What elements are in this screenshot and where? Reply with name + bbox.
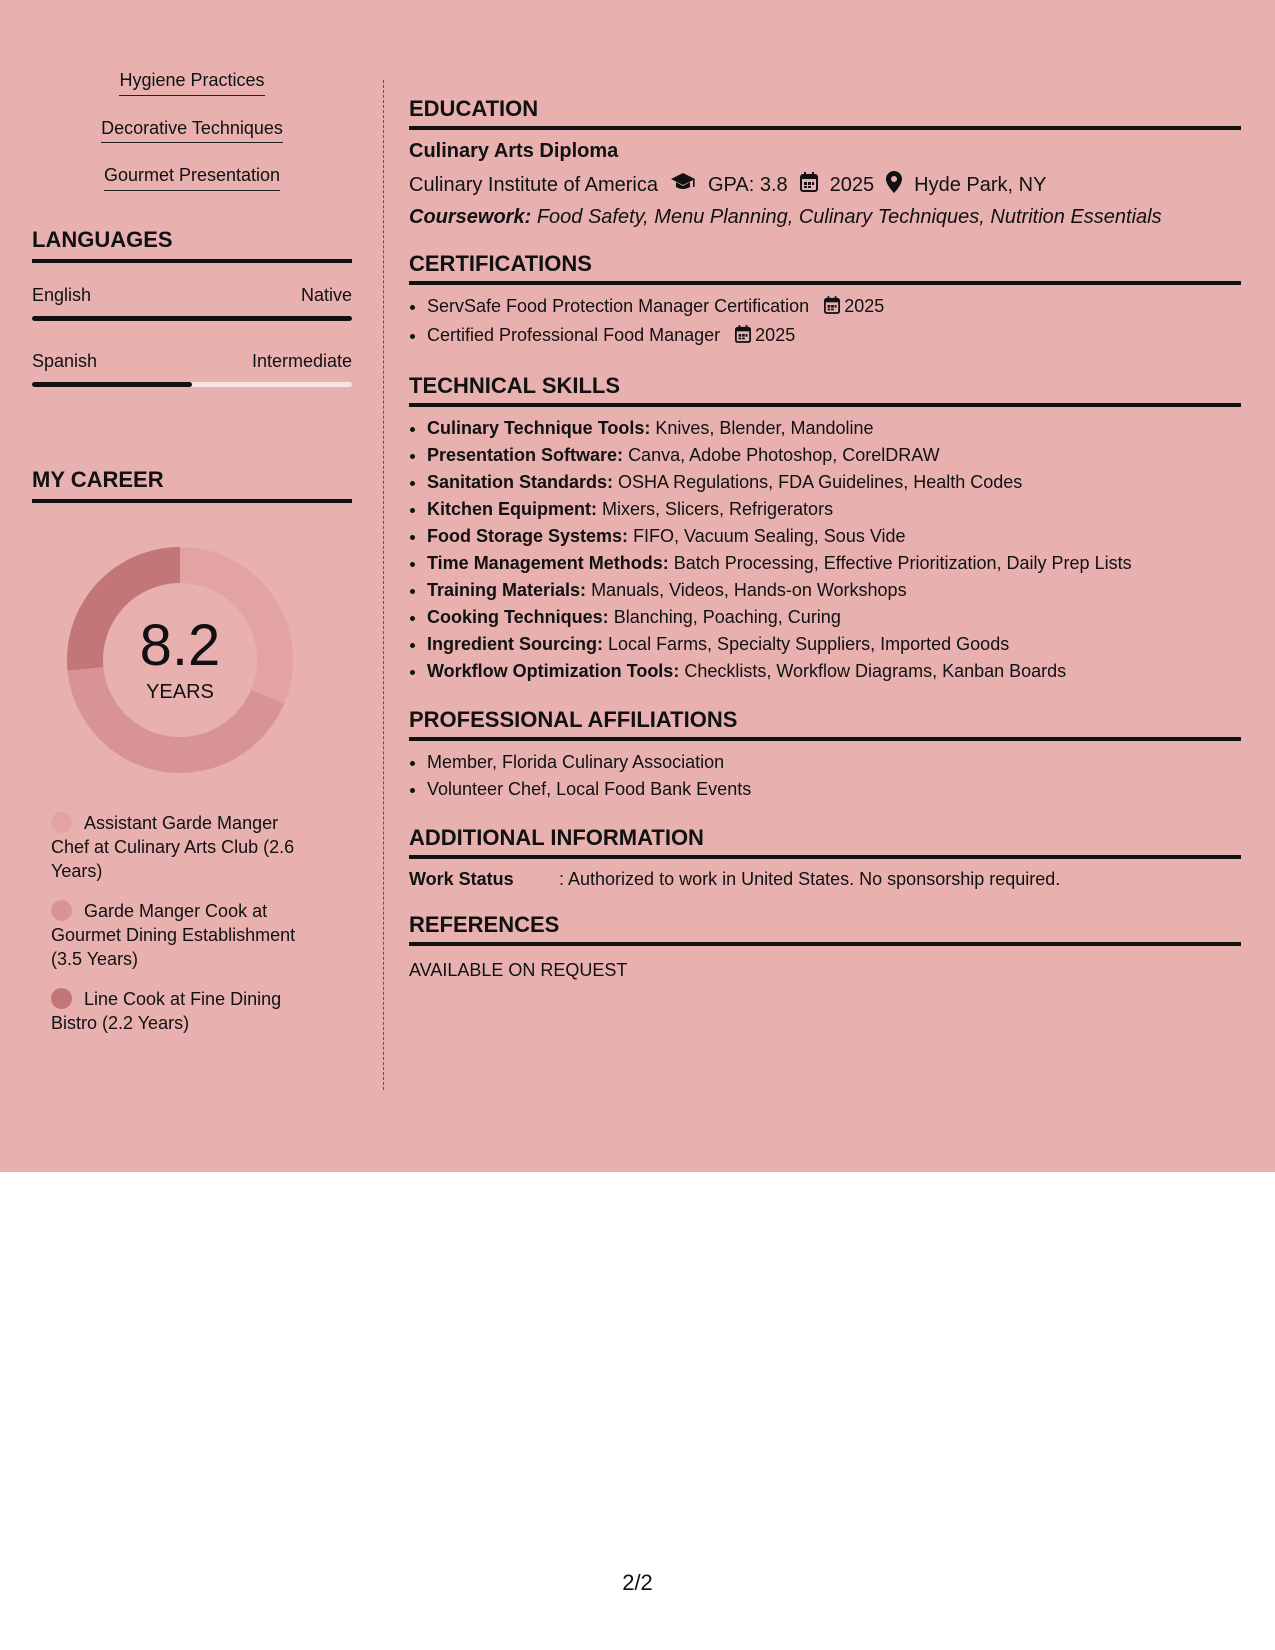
languages-heading: LANGUAGES (32, 227, 352, 263)
education-details (409, 171, 1241, 199)
skill-tag: Gourmet Presentation (32, 165, 352, 191)
career-donut-chart (65, 545, 295, 775)
career-legend-item: Garde Manger Cook at Gourmet Dining Establishment (3.5 Years) (51, 900, 296, 969)
skill-tag: Decorative Techniques (32, 118, 352, 144)
language-bar-fill (32, 316, 352, 321)
technical-skill-item: • Training Materials: Manuals, Videos, Hands-on Workshops (427, 577, 1241, 604)
career-total-unit: YEARS (146, 680, 214, 703)
language-level: Intermediate (251, 350, 352, 371)
technical-skill-item: • Kitchen Equipment: Mixers, Slicers, Refrigerators (427, 496, 1241, 523)
education-heading: EDUCATION (409, 96, 1241, 130)
technical-skill-item: • Sanitation Standards: OSHA Regulations, FDA Guidelines, Health Codes (427, 469, 1241, 496)
coursework-list: Food Safety, Menu Planning, Culinary Techniques, Nutrition Essentials (536, 206, 1162, 228)
technical-skill-item: • Time Management Methods: Batch Processing, Effective Prioritization, Daily Prep Lists (427, 550, 1241, 577)
graduation-year: 2025 (829, 173, 875, 196)
language-row (32, 351, 352, 372)
affiliation-item: • Member, Florida Culinary Association (427, 749, 1241, 776)
certification-year: 2025 (844, 296, 885, 316)
technical-skills-list (409, 415, 1241, 685)
affiliation-item: • Volunteer Chef, Local Food Bank Events (427, 776, 1241, 803)
certification-item: • ServSafe Food Protection Manager Certification 2025 (427, 293, 1241, 322)
language-bar (32, 316, 352, 321)
affiliations-list (409, 749, 1241, 803)
calendar-icon (824, 295, 840, 322)
column-divider (383, 80, 384, 1090)
affiliations-heading: PROFESSIONAL AFFILIATIONS (409, 707, 1241, 741)
additional-info-heading: ADDITIONAL INFORMATION (409, 825, 1241, 859)
gpa: GPA: 3.8 (708, 173, 788, 196)
technical-skill-item: • Ingredient Sourcing: Local Farms, Specialty Suppliers, Imported Goods (427, 631, 1241, 658)
certifications-heading: CERTIFICATIONS (409, 251, 1241, 285)
certification-year: 2025 (755, 325, 796, 345)
language-bar (32, 382, 352, 387)
certifications-list (409, 293, 1241, 351)
calendar-icon (735, 324, 751, 351)
legend-dot-icon (51, 988, 72, 1009)
work-status-value: : Authorized to work in United States. No sponsorship required. (559, 869, 1061, 889)
language-name: Spanish (32, 350, 98, 371)
legend-dot-icon (51, 900, 72, 921)
right-column (409, 72, 1241, 981)
technical-skill-item: • Food Storage Systems: FIFO, Vacuum Sealing, Sous Vide (427, 523, 1241, 550)
donut-center (65, 612, 295, 704)
language-row (32, 285, 352, 306)
coursework-label: Coursework: (409, 206, 532, 228)
career-total-value: 8.2 (139, 612, 221, 678)
work-status-label: Work Status (409, 869, 514, 889)
page-number: 2/2 (622, 1570, 653, 1595)
calendar-icon (800, 172, 818, 198)
location-pin-icon (886, 171, 902, 199)
technical-skill-item: • Culinary Technique Tools: Knives, Blender, Mandoline (427, 415, 1241, 442)
certification-item: • Certified Professional Food Manager 2025 (427, 322, 1241, 351)
technical-skill-item: • Workflow Optimization Tools: Checklists, Workflow Diagrams, Kanban Boards (427, 658, 1241, 685)
graduation-cap-icon (670, 172, 696, 198)
technical-skills-heading: TECHNICAL SKILLS (409, 373, 1241, 407)
career-legend-item: Line Cook at Fine Dining Bistro (2.2 Years) (51, 988, 282, 1033)
references-heading: REFERENCES (409, 912, 1241, 946)
school-name: Culinary Institute of America (409, 173, 658, 196)
skill-tag: Hygiene Practices (32, 70, 352, 96)
language-name: English (32, 284, 92, 305)
school-location: Hyde Park, NY (914, 173, 1047, 196)
degree-title: Culinary Arts Diploma (409, 140, 619, 162)
language-level: Native (300, 284, 352, 305)
language-bar-fill (32, 382, 192, 387)
references-text: AVAILABLE ON REQUEST (409, 960, 628, 980)
technical-skill-item: • Presentation Software: Canva, Adobe Photoshop, CorelDRAW (427, 442, 1241, 469)
left-column (32, 70, 352, 1051)
work-status-row (409, 869, 1241, 890)
career-legend (51, 811, 321, 1035)
career-legend-item: Assistant Garde Manger Chef at Culinary Arts Club (2.6 Years) (51, 812, 295, 881)
technical-skill-item: • Cooking Techniques: Blanching, Poaching, Curing (427, 604, 1241, 631)
coursework (409, 206, 1241, 229)
career-heading: MY CAREER (32, 467, 352, 503)
legend-dot-icon (51, 812, 72, 833)
